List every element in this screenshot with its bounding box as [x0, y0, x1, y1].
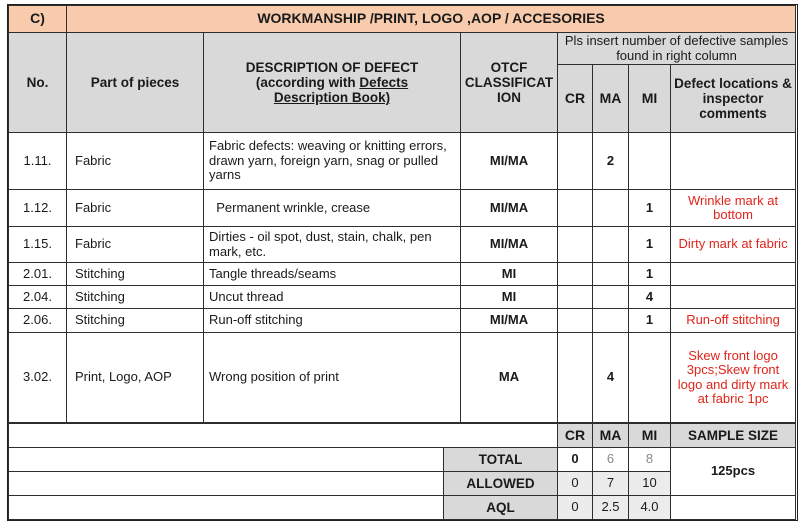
ma-count-cell[interactable] — [593, 309, 629, 333]
mi-count-cell[interactable]: 4 — [629, 286, 671, 309]
cr-count-cell[interactable] — [558, 133, 593, 190]
comments-column-header: Defect locations & inspector comments — [671, 65, 796, 133]
mi-column-header: MI — [629, 65, 671, 133]
summary-spacer — [9, 424, 558, 448]
inspector-comment-cell[interactable]: Wrinkle mark at bottom — [671, 190, 796, 227]
summary-cr-header: CR — [558, 424, 593, 448]
otcf-classification: MI/MA — [461, 190, 558, 227]
defect-description: Tangle threads/seams — [204, 263, 461, 286]
defect-description: Wrong position of print — [204, 333, 461, 423]
cr-count-cell[interactable] — [558, 333, 593, 423]
defect-row — [9, 309, 796, 333]
part-of-pieces: Fabric — [67, 190, 204, 227]
description-column-header — [204, 33, 461, 133]
summary-header-row — [9, 424, 796, 448]
ma-count-cell[interactable] — [593, 227, 629, 263]
summary-ma-header: MA — [593, 424, 629, 448]
defect-row — [9, 133, 796, 190]
aql-label: AQL — [444, 496, 558, 520]
mi-count-cell[interactable]: 1 — [629, 227, 671, 263]
aql-cr-value: 0 — [558, 496, 593, 520]
part-of-pieces: Stitching — [67, 263, 204, 286]
description-header-underlined-1: Defects — [359, 74, 409, 90]
defect-row — [9, 190, 796, 227]
allowed-ma-value: 7 — [593, 472, 629, 496]
part-of-pieces: Fabric — [67, 227, 204, 263]
insert-samples-note: Pls insert number of defective samples found in right column — [558, 33, 796, 65]
defect-number: 1.12. — [9, 190, 67, 227]
ma-count-cell[interactable] — [593, 263, 629, 286]
ma-count-cell[interactable]: 2 — [593, 133, 629, 190]
sample-size-value: 125pcs — [671, 448, 796, 496]
part-of-pieces: Stitching — [67, 286, 204, 309]
classification-column-header: OTCF CLASSIFICATION — [461, 33, 558, 133]
aql-ma-value: 2.5 — [593, 496, 629, 520]
aql-mi-value: 4.0 — [629, 496, 671, 520]
description-header-line1: DESCRIPTION OF DEFECT — [245, 59, 419, 75]
defect-number: 3.02. — [9, 333, 67, 423]
cr-column-header: CR — [558, 65, 593, 133]
no-column-header: No. — [9, 33, 67, 133]
defect-row — [9, 227, 796, 263]
defect-row — [9, 333, 796, 423]
part-of-pieces: Print, Logo, AOP — [67, 333, 204, 423]
inspector-comment-cell[interactable] — [671, 263, 796, 286]
mi-count-cell[interactable]: 1 — [629, 309, 671, 333]
total-label: TOTAL — [444, 448, 558, 472]
inspector-comment-cell[interactable]: Skew front logo 3pcs;Skew front logo and dirty mark at fabric 1pc — [671, 333, 796, 423]
total-mi-value: 8 — [629, 448, 671, 472]
defect-number: 2.04. — [9, 286, 67, 309]
cr-count-cell[interactable] — [558, 309, 593, 333]
allowed-cr-value: 0 — [558, 472, 593, 496]
otcf-classification: MI — [461, 263, 558, 286]
aql-row — [9, 496, 796, 520]
defect-description: Uncut thread — [204, 286, 461, 309]
defect-description: Permanent wrinkle, crease — [204, 190, 461, 227]
defect-row — [9, 286, 796, 309]
total-row — [9, 448, 796, 472]
summary-table — [8, 423, 796, 520]
defects-table — [8, 5, 796, 423]
inspector-comment-cell[interactable] — [671, 133, 796, 190]
defect-number: 2.01. — [9, 263, 67, 286]
section-title-row — [9, 6, 796, 33]
mi-count-cell[interactable]: 1 — [629, 190, 671, 227]
mi-count-cell[interactable] — [629, 333, 671, 423]
inspection-table — [7, 4, 798, 521]
defect-number: 1.11. — [9, 133, 67, 190]
total-row-spacer — [9, 448, 444, 472]
otcf-classification: MA — [461, 333, 558, 423]
inspector-comment-cell[interactable] — [671, 286, 796, 309]
section-index-cell: C) — [9, 6, 67, 33]
ma-column-header: MA — [593, 65, 629, 133]
aql-row-spacer — [9, 496, 444, 520]
otcf-classification: MI/MA — [461, 133, 558, 190]
sample-size-header: SAMPLE SIZE — [671, 424, 796, 448]
cr-count-cell[interactable] — [558, 227, 593, 263]
header-row-top — [9, 33, 796, 65]
section-title: WORKMANSHIP /PRINT, LOGO ,AOP / ACCESORIES — [67, 6, 796, 33]
inspector-comment-cell[interactable]: Dirty mark at fabric — [671, 227, 796, 263]
ma-count-cell[interactable] — [593, 190, 629, 227]
description-header-line2-prefix: (according with — [255, 74, 360, 90]
part-of-pieces: Fabric — [67, 133, 204, 190]
defect-description: Fabric defects: weaving or knitting errors, drawn yarn, foreign yarn, snag or pulled yarns — [204, 133, 461, 190]
total-cr-value: 0 — [558, 448, 593, 472]
summary-mi-header: MI — [629, 424, 671, 448]
otcf-classification: MI — [461, 286, 558, 309]
allowed-mi-value: 10 — [629, 472, 671, 496]
defect-row — [9, 263, 796, 286]
allowed-label: ALLOWED — [444, 472, 558, 496]
ma-count-cell[interactable] — [593, 286, 629, 309]
aql-sample-size-cell — [671, 496, 796, 520]
inspector-comment-cell[interactable]: Run-off stitching — [671, 309, 796, 333]
defect-rows — [9, 133, 796, 423]
cr-count-cell[interactable] — [558, 286, 593, 309]
mi-count-cell[interactable] — [629, 133, 671, 190]
otcf-classification: MI/MA — [461, 227, 558, 263]
allowed-row-spacer — [9, 472, 444, 496]
otcf-classification: MI/MA — [461, 309, 558, 333]
defect-description: Run-off stitching — [204, 309, 461, 333]
description-header-underlined-2: Description Book) — [273, 90, 391, 106]
defect-number: 2.06. — [9, 309, 67, 333]
cr-count-cell[interactable] — [558, 190, 593, 227]
part-of-pieces: Stitching — [67, 309, 204, 333]
defect-number: 1.15. — [9, 227, 67, 263]
mi-count-cell[interactable]: 1 — [629, 263, 671, 286]
ma-count-cell[interactable]: 4 — [593, 333, 629, 423]
total-ma-value: 6 — [593, 448, 629, 472]
part-column-header: Part of pieces — [67, 33, 204, 133]
cr-count-cell[interactable] — [558, 263, 593, 286]
defect-description: Dirties - oil spot, dust, stain, chalk, pen mark, etc. — [204, 227, 461, 263]
